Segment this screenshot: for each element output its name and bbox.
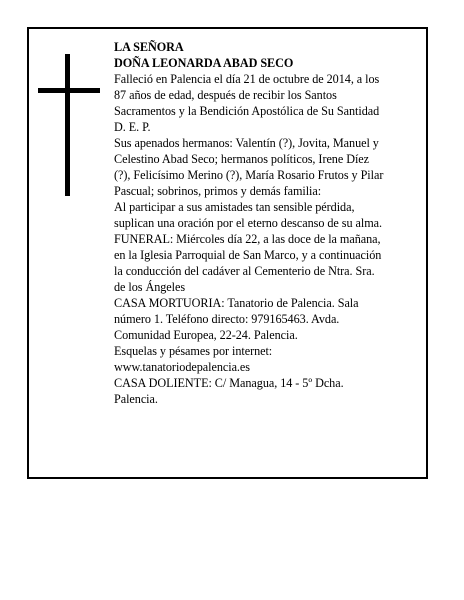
cross-vertical-bar	[65, 54, 70, 196]
text-line: la conducción del cadáver al Cementerio de Ntra. Sra.	[114, 264, 375, 278]
text-line: Pascual; sobrinos, primos y demás familia:	[114, 184, 322, 198]
text-line: Esquelas y pésames por internet:	[114, 344, 273, 358]
text-line: número 1. Teléfono directo: 979165463. Avda.	[114, 312, 340, 326]
cross-horizontal-bar	[38, 88, 100, 93]
text-line: D. E. P.	[114, 120, 151, 134]
text-line: Palencia.	[114, 392, 158, 406]
text-line: en la Iglesia Parroquial de San Marco, y a continuación	[114, 248, 382, 262]
text-line: de los Ángeles	[114, 280, 186, 294]
text-line: Falleció en Palencia el día 21 de octubre de 2014, a los	[114, 72, 380, 86]
text-line: Sacramentos y la Bendición Apostólica de Su Santidad	[114, 104, 380, 118]
text-line: CASA MORTUORIA: Tanatorio de Palencia. Sala	[114, 296, 359, 310]
text-line: FUNERAL: Miércoles día 22, a las doce de la mañana,	[114, 232, 381, 246]
text-line: (?), Felicísimo Merino (?), María Rosario Frutos y Pilar	[114, 168, 384, 182]
text-line: CASA DOLIENTE: C/ Managua, 14 - 5º Dcha.	[114, 376, 344, 390]
deceased-name: DOÑA LEONARDA ABAD SECO	[114, 56, 294, 70]
cross-icon	[38, 54, 100, 196]
text-line: Al participar a sus amistades tan sensible pérdida,	[114, 200, 355, 214]
text-line: Celestino Abad Seco; hermanos políticos, Irene Díez	[114, 152, 370, 166]
text-line: Sus apenados hermanos: Valentín (?), Jovita, Manuel y	[114, 136, 379, 150]
website-link[interactable]: www.tanatoriodepalencia.es	[114, 360, 250, 374]
text-line: 87 años de edad, después de recibir los Santos	[114, 88, 337, 102]
text-line: Comunidad Europea, 22-24. Palencia.	[114, 328, 298, 342]
obituary-heading: LA SEÑORA	[114, 40, 184, 54]
obituary-text	[114, 39, 424, 407]
text-line: suplican una oración por el eterno descanso de su alma.	[114, 216, 382, 230]
